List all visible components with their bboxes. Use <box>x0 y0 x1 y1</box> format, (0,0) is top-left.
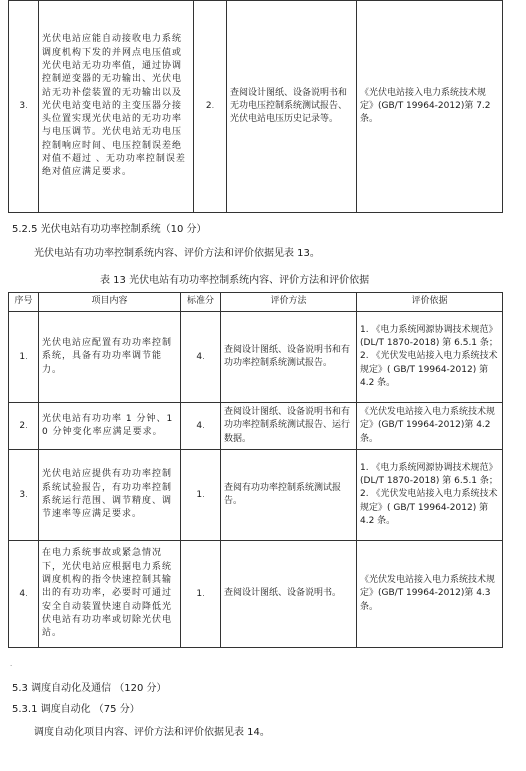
section-intro-5-2-5: 光伏电站有功功率控制系统内容、评价方法和评价依据见表 13。 <box>34 248 320 259</box>
evaluation-method: 查阅设计图纸、设备说明书和无功电压控制系统测试报告、光伏电站电压历史记录等。 <box>227 1 357 213</box>
item-content: 在电力系统事故或紧急情况下，光伏电站应根据电力系统调度机构的指令快速控制其输出的有功功率，必要时可通过安全自动装置快速自动降低光伏电站有功功率或切除光伏电站。 <box>39 541 181 648</box>
section-heading-5-2-5: 5.2.5 光伏电站有功功率控制系统（10 分） <box>12 224 207 235</box>
section-intro-5-3-1: 调度自动化项目内容、评价方法和评价依据见表 14。 <box>34 727 270 738</box>
evaluation-method: 查阅设计图纸、设备说明书和有功功率控制系统测试报告、运行数据。 <box>221 403 357 450</box>
evaluation-method: 查阅设计图纸、设备说明书。 <box>221 541 357 648</box>
table-row <box>9 541 503 648</box>
row-number: 3. <box>9 450 39 541</box>
standard-score: 4. <box>181 312 221 403</box>
row-number: 1. <box>9 312 39 403</box>
continued-table <box>8 0 503 213</box>
evaluation-method: 查阅有功功率控制系统测试报告。 <box>221 450 357 541</box>
item-content: 光伏电站应配置有功功率控制系统，具备有功功率调节能力。 <box>39 312 181 403</box>
row-number: 4. <box>9 541 39 648</box>
header-method: 评价方法 <box>221 293 357 312</box>
header-item: 项目内容 <box>39 293 181 312</box>
section-heading-5-3: 5.3 调度自动化及通信 （120 分） <box>12 683 167 694</box>
table-header-row <box>9 293 503 312</box>
row-number: 2. <box>9 403 39 450</box>
item-content: 光伏电站应提供有功功率控制系统试验报告，有功功率控制系统运行范围、调节精度、调节速率等应满足要求。 <box>39 450 181 541</box>
table-13 <box>8 292 503 648</box>
standard-score: 1. <box>181 541 221 648</box>
evaluation-basis: 1. 《电力系统网源协调技术规范》(DL/T 1870-2018) 第 6.5.1 条； 2. 《光伏发电站接入电力系统技术规定》( GB/T 19964-2012) 第 4.2 条。 <box>357 450 503 541</box>
standard-score: 1. <box>181 450 221 541</box>
evaluation-basis: 《光伏电站接入电力系统技术规定》(GB/T 19964-2012)第 7.2 条。 <box>357 1 503 213</box>
standard-score: 4. <box>181 403 221 450</box>
evaluation-method: 查阅设计图纸、设备说明书和有功功率控制系统测试报告。 <box>221 312 357 403</box>
table-row <box>9 450 503 541</box>
evaluation-basis: 《光伏发电站接入电力系统技术规定》(GB/T 19964-2012)第 4.3 条。 <box>357 541 503 648</box>
evaluation-basis: 1. 《电力系统网源协调技术规范》(DL/T 1870-2018) 第 6.5.1 条； 2. 《光伏发电站接入电力系统技术规定》( GB/T 19964-2012) 第 4.2 条。 <box>357 312 503 403</box>
table-row <box>9 403 503 450</box>
paragraph-mark: · <box>10 662 13 670</box>
header-no: 序号 <box>9 293 39 312</box>
table-caption: 表 13 光伏电站有功功率控制系统内容、评价方法和评价依据 <box>100 275 370 286</box>
row-number: 3. <box>9 1 39 213</box>
item-content: 光伏电站应能自动接收电力系统调度机构下发的并网点电压值或光伏电站无功功率值，通过协调控制逆变器的无功输出、光伏电站无功补偿装置的无功输出以及光伏电站变电站的主变压器分接头位置实现光伏电站的无功功率与电压调节。光伏电站无功电压控制响应时间、电压控制误差绝对值不超过 、无功功率控制误差绝对值应满足要求。 <box>39 1 194 213</box>
header-basis: 评价依据 <box>357 293 503 312</box>
section-heading-5-3-1: 5.3.1 调度自动化 （75 分） <box>12 704 140 715</box>
standard-score: 2. <box>194 1 227 213</box>
evaluation-basis: 《光伏发电站接入电力系统技术规定》(GB/T 19964-2012)第 4.2 条。 <box>357 403 503 450</box>
header-score: 标准分 <box>181 293 221 312</box>
table-row <box>9 1 503 213</box>
table-row <box>9 312 503 403</box>
item-content: 光伏电站有功功率 1 分钟、10 分钟变化率应满足要求。 <box>39 403 181 450</box>
